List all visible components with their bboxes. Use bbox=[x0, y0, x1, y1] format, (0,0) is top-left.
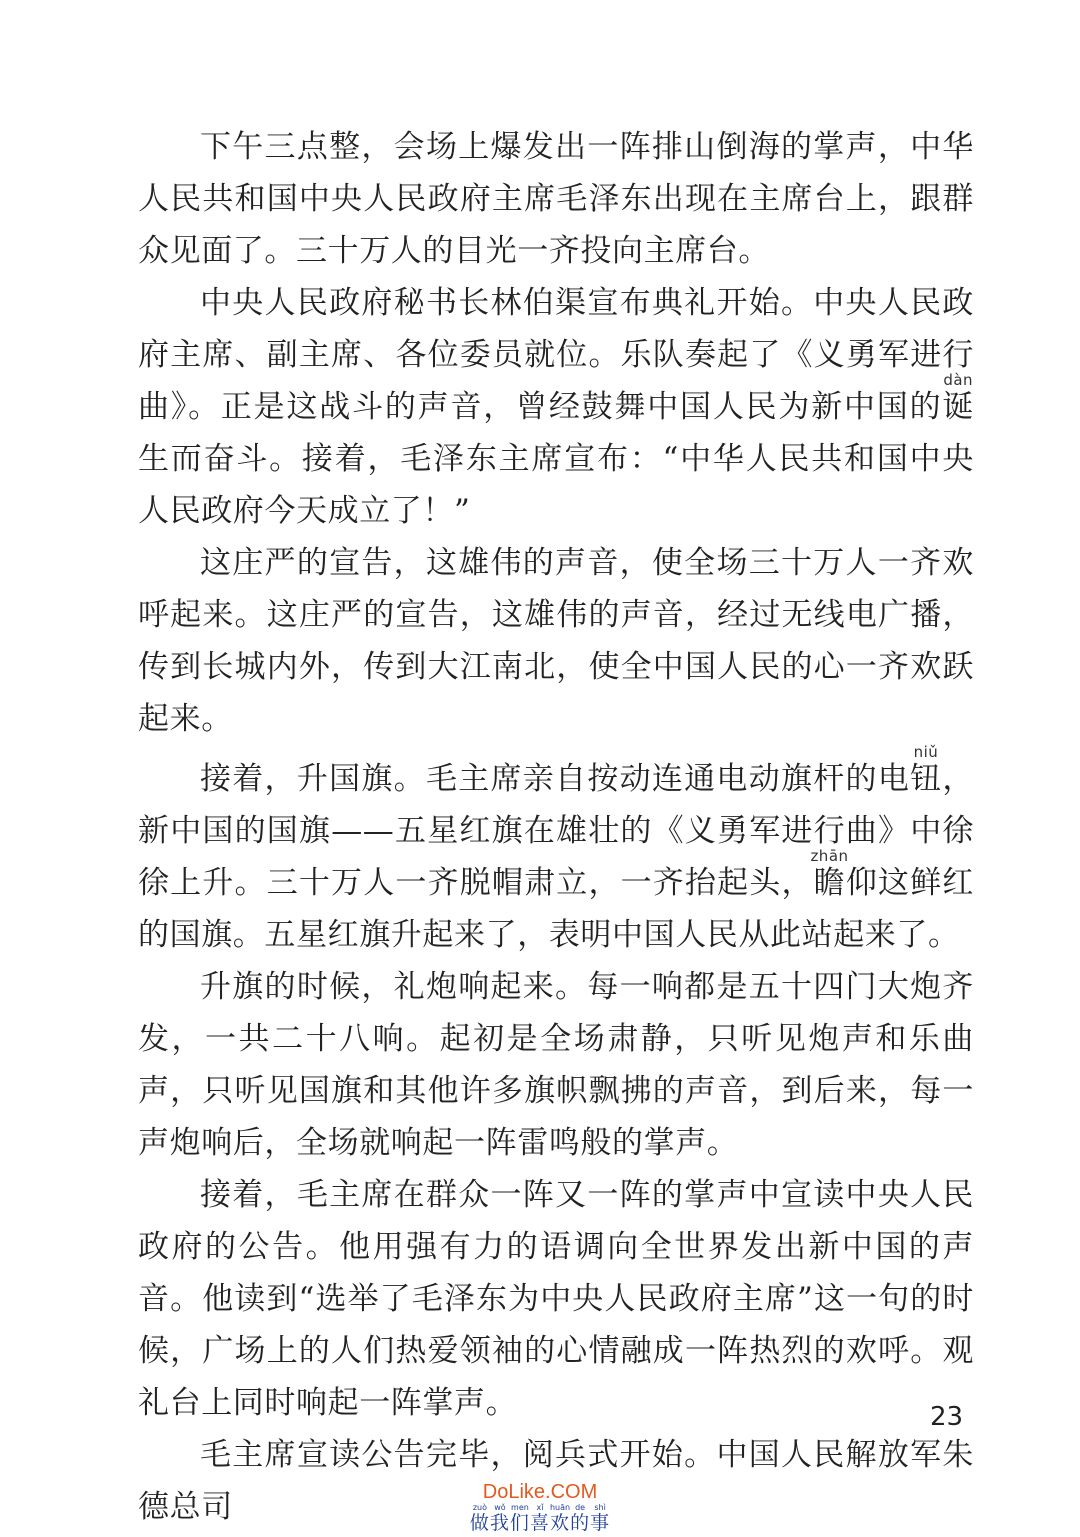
paragraph-text: 接着，毛主席在群众一阵又一阵的掌声中宣读中央人民政府的公告。他用强有力的语调向全世界发出新中国的声音。他读到“选举了毛泽东为中央人民政府主席”这一句的时候，广场上的人们热爱领袖的心情融成一阵热烈的欢呼。观礼台上同时响起一阵掌声。 bbox=[138, 1177, 974, 1421]
paragraph-text: 升旗的时候，礼炮响起来。每一响都是五十四门大炮齐发，一共二十八响。起初是全场肃静，只听见炮声和乐曲声，只听见国旗和其他许多旗帜飘拂的声音，到后来，每一声炮响后，全场就响起一阵雷鸣般的掌声。 bbox=[138, 969, 974, 1161]
paragraph bbox=[138, 537, 974, 745]
watermark bbox=[452, 1481, 628, 1535]
watermark-slogan-glyph: 做 bbox=[469, 1512, 490, 1534]
paragraph bbox=[138, 121, 974, 277]
page-number: 23 bbox=[930, 1402, 964, 1432]
watermark-slogan-glyph: 我 bbox=[489, 1512, 510, 1534]
paragraph bbox=[138, 1169, 974, 1429]
watermark-slogan-char bbox=[469, 1503, 490, 1534]
watermark-slogan-pinyin: men bbox=[509, 1503, 530, 1512]
watermark-slogan bbox=[452, 1503, 628, 1535]
paragraph-text: 毛主席宣读公告完毕，阅兵式开始。中国人民解放军朱德总司 bbox=[138, 1437, 974, 1525]
watermark-slogan-char bbox=[570, 1503, 591, 1534]
watermark-slogan-pinyin: xǐ bbox=[529, 1503, 550, 1512]
paragraph-text: 下午三点整，会场上爆发出一阵排山倒海的掌声，中华人民共和国中央人民政府主席毛泽东出现在主席台上，跟群众见面了。三十万人的目光一齐投向主席台。 bbox=[138, 129, 974, 269]
annotated-character: 钮 bbox=[910, 761, 943, 797]
paragraph bbox=[138, 961, 974, 1169]
annotated-character: 瞻 bbox=[810, 865, 849, 901]
watermark-slogan-char bbox=[509, 1503, 530, 1534]
watermark-slogan-char bbox=[489, 1503, 510, 1534]
paragraph-text: 接着，升国旗。毛主席亲自按动连通电动旗杆的电 bbox=[200, 761, 911, 797]
paragraph-list bbox=[138, 121, 974, 1533]
watermark-slogan-glyph: 的 bbox=[570, 1512, 591, 1534]
paragraph-text: 中央人民政府秘书长林伯渠宣布典礼开始。中央人民政府主席、副主席、各位委员就位。乐队奏起了《义勇军进行曲》。正是这战斗的声音，曾经鼓舞中国人民为新中国的 bbox=[138, 285, 974, 425]
pinyin-annotation bbox=[942, 371, 974, 425]
paragraph bbox=[138, 277, 974, 537]
watermark-slogan-pinyin: huān bbox=[549, 1503, 571, 1512]
watermark-slogan-pinyin: shì bbox=[590, 1503, 611, 1512]
watermark-slogan-char bbox=[529, 1503, 550, 1534]
pinyin-text: dàn bbox=[942, 371, 974, 389]
pinyin-annotation bbox=[910, 743, 943, 797]
watermark-slogan-glyph: 欢 bbox=[549, 1512, 571, 1534]
watermark-slogan-char bbox=[549, 1503, 571, 1534]
watermark-slogan-glyph: 喜 bbox=[529, 1512, 550, 1534]
paragraph-text: ，新中国的国旗——五星红旗在雄壮的《义勇军进行曲》中徐徐上升。三十万人一齐脱帽肃立，一齐抬起头， bbox=[138, 761, 974, 901]
paragraph-text: 这庄严的宣告，这雄伟的声音，使全场三十万人一齐欢呼起来。这庄严的宣告，这雄伟的声音，经过无线电广播，传到长城内外，传到大江南北，使全中国人民的心一齐欢跃起来。 bbox=[138, 545, 974, 737]
pinyin-text: zhān bbox=[810, 847, 849, 865]
watermark-brand-name: DoLike bbox=[482, 1481, 546, 1503]
watermark-slogan-pinyin: zuò bbox=[469, 1503, 490, 1512]
annotated-character: 诞 bbox=[942, 389, 974, 425]
paragraph-text: 生而奋斗。接着，毛泽东主席宣布：“中华人民共和国中央人民政府今天成立了！” bbox=[138, 441, 974, 529]
watermark-brand bbox=[452, 1481, 628, 1503]
paragraph-text: 仰这鲜红的国旗。五星红旗升起来了，表明中国人民从此站起来了。 bbox=[138, 865, 974, 953]
watermark-slogan-pinyin: wǒ bbox=[489, 1503, 510, 1512]
paragraph bbox=[138, 745, 974, 961]
watermark-slogan-glyph: 事 bbox=[590, 1512, 611, 1534]
watermark-brand-suffix: .COM bbox=[545, 1481, 598, 1503]
page-body bbox=[138, 121, 974, 1533]
pinyin-annotation bbox=[810, 847, 849, 901]
watermark-slogan-glyph: 们 bbox=[509, 1512, 530, 1534]
watermark-slogan-char bbox=[590, 1503, 611, 1534]
pinyin-text: niǔ bbox=[910, 743, 942, 761]
watermark-slogan-pinyin: de bbox=[570, 1503, 591, 1512]
